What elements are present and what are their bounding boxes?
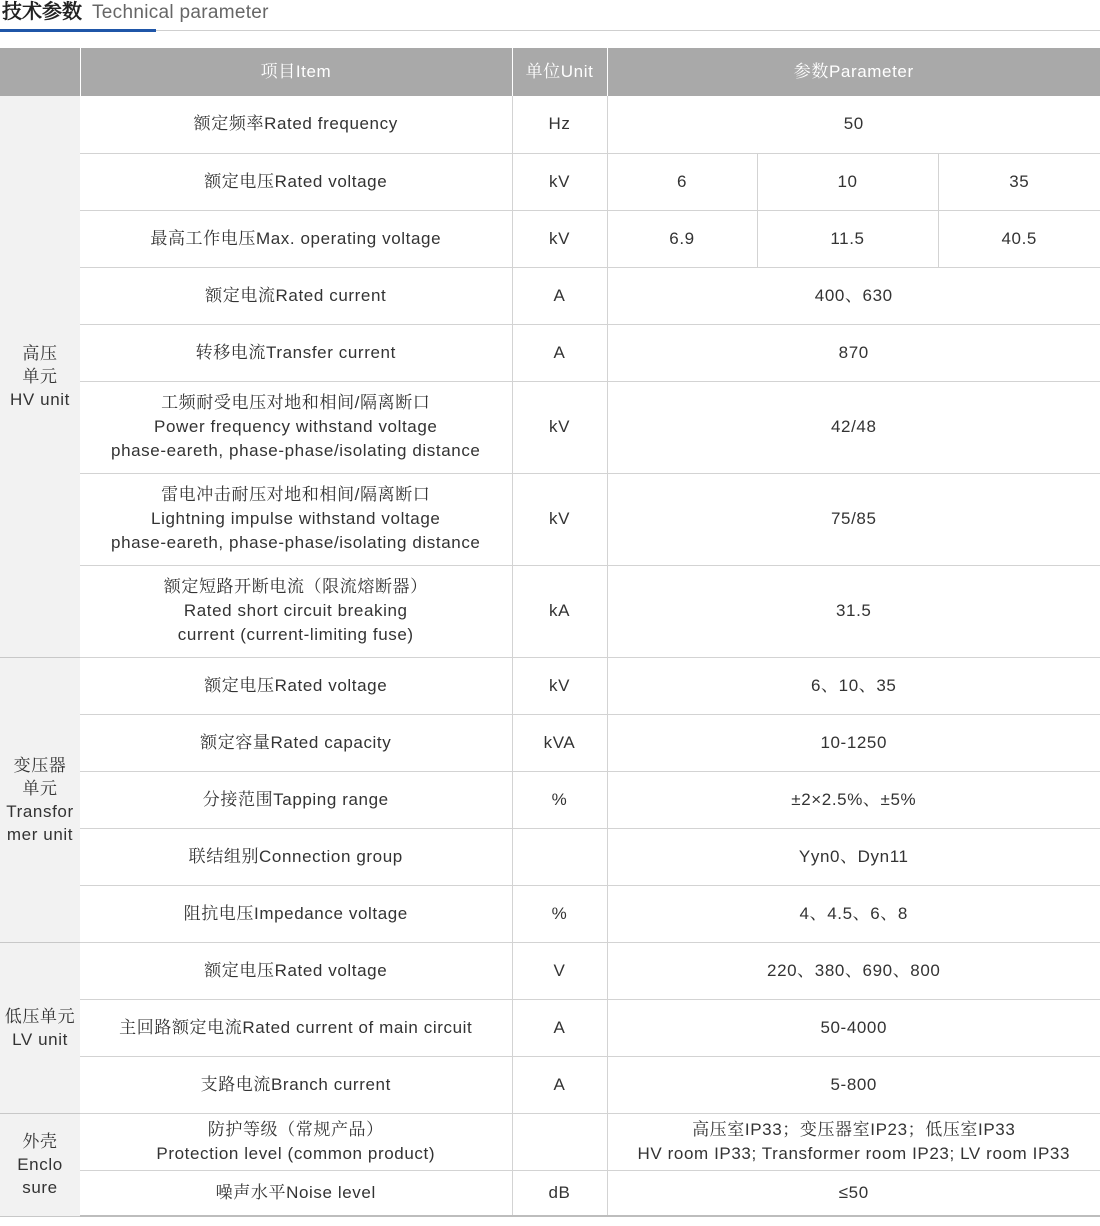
value-cell <box>607 1113 1100 1170</box>
value-cell: 50 <box>607 96 1100 153</box>
group-label-line: sure <box>22 1178 58 1197</box>
value-cell: 4、4.5、6、8 <box>607 885 1100 942</box>
value-cell: ≤50 <box>607 1170 1100 1216</box>
value-cell: 11.5 <box>757 210 938 267</box>
unit-cell: kV <box>512 153 607 210</box>
item-line: phase-eareth, phase-phase/isolating distance <box>111 441 481 460</box>
header-group-cell <box>0 48 80 96</box>
value-cell: 31.5 <box>607 565 1100 657</box>
value-cell: 10-1250 <box>607 714 1100 771</box>
table-row <box>0 771 1100 828</box>
unit-cell: V <box>512 942 607 999</box>
technical-parameter-table <box>0 48 1100 1217</box>
value-cell: Yyn0、Dyn11 <box>607 828 1100 885</box>
value-line: HV room IP33; Transformer room IP23; LV room IP33 <box>637 1143 1071 1163</box>
group-label-line: 单元 <box>22 366 58 386</box>
item-line: Rated short circuit breaking <box>183 601 408 620</box>
header-parameter: 参数Parameter <box>607 48 1100 96</box>
value-cell: 40.5 <box>938 210 1100 267</box>
table-row <box>0 999 1100 1056</box>
unit-cell: Hz <box>512 96 607 153</box>
item-cell: 最高工作电压Max. operating voltage <box>80 210 512 267</box>
table-row <box>0 1056 1100 1113</box>
group-enclosure <box>0 1113 80 1216</box>
item-cell: 额定容量Rated capacity <box>80 714 512 771</box>
item-cell: 转移电流Transfer current <box>80 324 512 381</box>
item-cell <box>80 473 512 565</box>
item-cell: 额定电压Rated voltage <box>80 942 512 999</box>
value-cell: 10 <box>757 153 938 210</box>
item-cell: 额定电压Rated voltage <box>80 657 512 714</box>
unit-cell: dB <box>512 1170 607 1216</box>
header-divider <box>0 30 1100 31</box>
unit-cell: kV <box>512 210 607 267</box>
item-cell <box>80 565 512 657</box>
table-row <box>0 1113 1100 1170</box>
table-row <box>0 381 1100 473</box>
value-cell: 400、630 <box>607 267 1100 324</box>
group-label-line: 外壳 <box>22 1132 58 1151</box>
unit-cell: A <box>512 999 607 1056</box>
group-lv-unit <box>0 942 80 1113</box>
item-line: current (current-limiting fuse) <box>177 625 414 644</box>
item-cell: 噪声水平Noise level <box>80 1170 512 1216</box>
item-cell: 额定电流Rated current <box>80 267 512 324</box>
unit-cell: A <box>512 1056 607 1113</box>
unit-cell <box>512 1113 607 1170</box>
group-label-line: 低压单元 <box>4 1006 76 1026</box>
table-header-row <box>0 48 1100 96</box>
item-cell: 额定电压Rated voltage <box>80 153 512 210</box>
unit-cell <box>512 828 607 885</box>
table-row <box>0 267 1100 324</box>
table-row <box>0 153 1100 210</box>
item-line: 雷电冲击耐压对地和相间/隔离断口 <box>161 485 431 504</box>
item-cell <box>80 1113 512 1170</box>
table-row <box>0 96 1100 153</box>
unit-cell: kV <box>512 657 607 714</box>
value-cell: 220、380、690、800 <box>607 942 1100 999</box>
unit-cell: % <box>512 885 607 942</box>
group-label-line: HV unit <box>10 389 70 409</box>
item-cell: 阻抗电压Impedance voltage <box>80 885 512 942</box>
section-title-cn: 技术参数 <box>2 1 82 23</box>
item-line: 额定短路开断电流（限流熔断器） <box>163 577 428 596</box>
item-cell <box>80 381 512 473</box>
value-cell: ±2×2.5%、±5% <box>607 771 1100 828</box>
header-accent-bar <box>0 29 156 32</box>
table-row <box>0 828 1100 885</box>
table-row <box>0 565 1100 657</box>
table-row <box>0 942 1100 999</box>
group-label-line: LV unit <box>12 1029 68 1049</box>
value-cell: 870 <box>607 324 1100 381</box>
group-transformer-unit <box>0 657 80 942</box>
item-line: 工频耐受电压对地和相间/隔离断口 <box>161 393 431 412</box>
value-cell: 50-4000 <box>607 999 1100 1056</box>
value-line: 高压室IP33；变压器室IP23；低压室IP33 <box>692 1119 1016 1139</box>
group-label-line: Enclo <box>17 1155 63 1174</box>
section-title-en: Technical parameter <box>92 2 269 23</box>
group-label-line: mer unit <box>6 824 74 844</box>
table-row <box>0 1170 1100 1216</box>
unit-cell: A <box>512 267 607 324</box>
item-cell: 联结组别Connection group <box>80 828 512 885</box>
value-cell: 6 <box>607 153 757 210</box>
table-row <box>0 210 1100 267</box>
unit-cell: kVA <box>512 714 607 771</box>
unit-cell: kA <box>512 565 607 657</box>
table-row <box>0 473 1100 565</box>
value-cell: 6.9 <box>607 210 757 267</box>
unit-cell: kV <box>512 381 607 473</box>
group-label-line: 变压器 <box>13 755 67 775</box>
table-row <box>0 657 1100 714</box>
table-row <box>0 714 1100 771</box>
table-row <box>0 324 1100 381</box>
item-line: phase-eareth, phase-phase/isolating distance <box>111 533 481 552</box>
value-cell: 35 <box>938 153 1100 210</box>
group-hv-unit <box>0 96 80 657</box>
item-cell: 支路电流Branch current <box>80 1056 512 1113</box>
unit-cell: % <box>512 771 607 828</box>
item-cell: 主回路额定电流Rated current of main circuit <box>80 999 512 1056</box>
value-cell: 5-800 <box>607 1056 1100 1113</box>
unit-cell: A <box>512 324 607 381</box>
group-label-line: 单元 <box>22 778 58 798</box>
group-label-line: 高压 <box>22 343 58 363</box>
section-header <box>0 0 1100 34</box>
group-label-line: Transfor <box>6 801 74 821</box>
header-item: 项目Item <box>80 48 512 96</box>
item-line: 防护等级（常规产品） <box>207 1119 384 1139</box>
value-cell: 42/48 <box>607 381 1100 473</box>
item-line: Protection level (common product) <box>156 1143 436 1163</box>
table-row <box>0 885 1100 942</box>
item-line: Power frequency withstand voltage <box>154 417 438 436</box>
value-cell: 75/85 <box>607 473 1100 565</box>
value-cell: 6、10、35 <box>607 657 1100 714</box>
unit-cell: kV <box>512 473 607 565</box>
item-cell: 分接范围Tapping range <box>80 771 512 828</box>
item-cell: 额定频率Rated frequency <box>80 96 512 153</box>
header-unit: 单位Unit <box>512 48 607 96</box>
item-line: Lightning impulse withstand voltage <box>151 509 441 528</box>
